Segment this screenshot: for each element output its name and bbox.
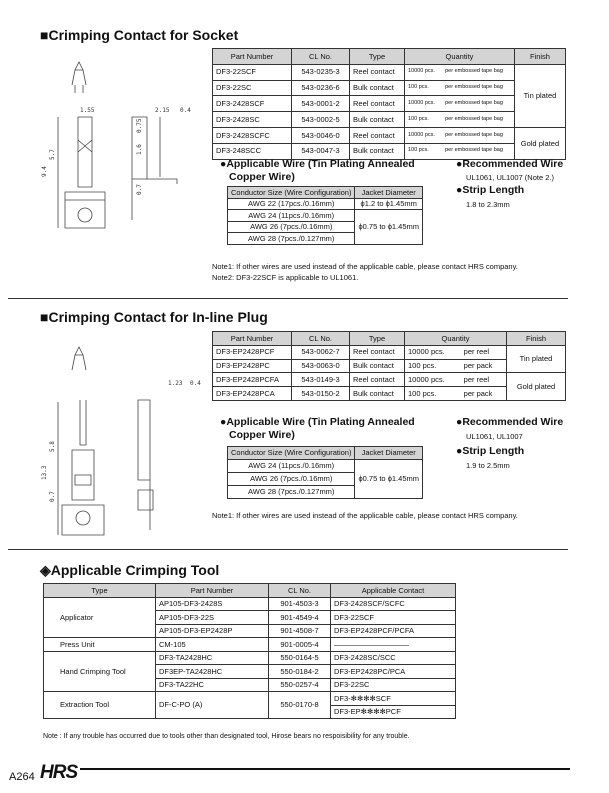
cell: AWG 28 (7pcs./0.127mm) — [228, 233, 355, 245]
cell: AWG 24 (11pcs./0.16mm) — [228, 210, 355, 222]
strip-length-title: ●Strip Length — [456, 184, 525, 196]
cell: DF3-EP✻✻✻✻PCF — [331, 705, 456, 719]
cell: 100 pcs. — [405, 359, 461, 373]
dim-label: 0.75 — [136, 118, 143, 133]
cell: 10000 pcs. — [405, 373, 461, 387]
cell: Reel contact — [350, 64, 405, 80]
cell: AWG 28 (7pcs./0.127mm) — [228, 486, 355, 499]
recommended-wire-value: UL1061, UL1007 — [466, 432, 523, 441]
col-header: Part Number — [213, 332, 292, 346]
cell: DF3EP-TA2428HC — [156, 665, 269, 679]
strip-length-title: ●Strip Length — [456, 445, 525, 457]
cell: DF3-2428SC/SCC — [331, 651, 456, 665]
cell: 10000 pcs. — [405, 96, 443, 112]
cell: 901-4508-7 — [269, 624, 331, 638]
cell: CM-105 — [156, 638, 269, 652]
col-header: Type — [44, 584, 156, 598]
note: Note1: If other wires are used instead of the applicable cable, please contact HRS company. — [212, 511, 518, 520]
cell: DF3-22SC — [213, 80, 292, 96]
recommended-wire-title: ●Recommended Wire — [456, 158, 564, 170]
cell: AWG 22 (17pcs./0.16mm) — [228, 198, 355, 210]
col-header: Applicable Contact — [331, 584, 456, 598]
cell: DF3-TA22HC — [156, 678, 269, 692]
cell: Reel contact — [350, 373, 405, 387]
note: Note2: DF3-22SCF is applicable to UL1061. — [212, 273, 359, 282]
cell: per reel — [461, 373, 507, 387]
cell: per embossed tape bag — [442, 127, 514, 143]
cell: 543-0063-0 — [292, 359, 350, 373]
cell: DF3-2428SCF — [213, 96, 292, 112]
col-header: Type — [350, 332, 405, 346]
cell: 901-0005-4 — [269, 638, 331, 652]
cell: Gold plated — [507, 373, 566, 401]
cell: Hand Crimping Tool — [44, 651, 156, 692]
applicable-wire-title: ●Applicable Wire (Tin Plating Annealed Copper Wire) — [220, 416, 415, 441]
cell: DF3-EP2428PC — [213, 359, 292, 373]
cell: 10000 pcs. — [405, 64, 443, 80]
crimping-tool-table — [43, 583, 456, 719]
cell: AWG 26 (7pcs./0.16mm) — [228, 473, 355, 486]
cell: per embossed tape bag — [442, 143, 514, 159]
cell: —————————— — [331, 638, 456, 652]
cell: DF-C-PO (A) — [156, 692, 269, 719]
table-row — [213, 373, 566, 387]
divider — [8, 549, 568, 550]
cell: Applicator — [44, 597, 156, 638]
cell: Gold plated — [514, 127, 565, 159]
cell: DF3-EP2428PC/PCA — [331, 665, 456, 679]
note: Note : If any trouble has occurred due to tools other than designated tool, Hirose bears no respoisibility for any trouble. — [43, 733, 410, 740]
cell: AWG 26 (7pcs./0.16mm) — [228, 221, 355, 233]
cell: Press Unit — [44, 638, 156, 652]
cell: ϕ0.75 to ϕ1.45mm — [355, 210, 423, 245]
col-header: Conductor Size (Wire Configuration) — [228, 447, 355, 460]
hrs-logo: HRS — [40, 762, 78, 783]
cell: DF3-22SCF — [213, 64, 292, 80]
cell: DF3-2428SCFC — [213, 127, 292, 143]
col-header: Finish — [514, 49, 565, 65]
col-header: Jacket Diameter — [355, 187, 423, 199]
cell: 543-0149-3 — [292, 373, 350, 387]
table-row — [213, 80, 566, 96]
cell: DF3-2428SCF/SCFC — [331, 597, 456, 611]
col-header: CL No. — [292, 332, 350, 346]
col-header: Quantity — [405, 332, 507, 346]
section-title-plug: ■Crimping Contact for In-line Plug — [40, 309, 268, 325]
table-row — [213, 143, 566, 159]
cell: 543-0150-2 — [292, 387, 350, 401]
cell: DF3-✻✻✻✻SCF — [331, 692, 456, 706]
cell: Bulk contact — [350, 387, 405, 401]
recommended-wire-title: ●Recommended Wire — [456, 416, 564, 428]
strip-length-value: 1.9 to 2.5mm — [466, 461, 510, 470]
dim-label: 0.7 — [49, 491, 56, 502]
dim-label: 1.55 — [80, 107, 95, 114]
cell: 543-0236-6 — [292, 80, 350, 96]
table-row — [213, 345, 566, 359]
note: Note1: If other wires are used instead of the applicable cable, please contact HRS company. — [212, 262, 518, 271]
col-header: Conductor Size (Wire Configuration) — [228, 187, 355, 199]
cell: 543-0002-5 — [292, 112, 350, 128]
cell: per pack — [461, 359, 507, 373]
cell: 550-0257-4 — [269, 678, 331, 692]
col-header: CL No. — [292, 49, 350, 65]
cell: 543-0062-7 — [292, 345, 350, 359]
cell: 543-0046-0 — [292, 127, 350, 143]
plug-contact-table — [212, 331, 566, 401]
cell: DF3-TA2428HC — [156, 651, 269, 665]
cell: Bulk contact — [350, 359, 405, 373]
cell: DF3-22SCF — [331, 611, 456, 625]
cell: Bulk contact — [350, 80, 405, 96]
dim-label: 5.8 — [49, 441, 56, 452]
cell: Tin plated — [514, 64, 565, 127]
dim-label: 0.7 — [136, 184, 143, 195]
cell: per embossed tape bag — [442, 80, 514, 96]
plug-contact-drawing — [20, 340, 210, 540]
page-number: A264 — [9, 771, 35, 783]
cell: 543-0235-3 — [292, 64, 350, 80]
dim-label: 0.4 — [190, 380, 201, 387]
table-row — [213, 64, 566, 80]
recommended-wire-value: UL1061, UL1007 (Note 2.) — [466, 173, 554, 182]
cell: 100 pcs. — [405, 387, 461, 401]
applicable-wire-title: ●Applicable Wire (Tin Plating Annealed Copper Wire) — [220, 158, 415, 183]
cell: 550-0184-2 — [269, 665, 331, 679]
cell: Reel contact — [350, 345, 405, 359]
col-header: CL No. — [269, 584, 331, 598]
strip-length-value: 1.8 to 2.3mm — [466, 200, 510, 209]
col-header: Quantity — [405, 49, 515, 65]
wire-table — [227, 446, 423, 499]
cell: 100 pcs. — [405, 112, 443, 128]
cell: ϕ1.2 to ϕ1.45mm — [355, 198, 423, 210]
cell: 10000 pcs. — [405, 345, 461, 359]
dim-label: 13.3 — [41, 465, 48, 480]
cell: 543-0001-2 — [292, 96, 350, 112]
cell: DF3-22SC — [331, 678, 456, 692]
cell: Bulk contact — [350, 143, 405, 159]
cell: Reel contact — [350, 96, 405, 112]
col-header: Type — [350, 49, 405, 65]
dim-label: 9.4 — [41, 166, 48, 177]
cell: DF3-2428SC — [213, 112, 292, 128]
cell: AWG 24 (11pcs./0.16mm) — [228, 460, 355, 473]
cell: Bulk contact — [350, 112, 405, 128]
cell: per embossed tape bag — [442, 64, 514, 80]
cell: 543-0047-3 — [292, 143, 350, 159]
divider — [8, 298, 568, 299]
table-row — [213, 127, 566, 143]
cell: DF3-248SCC — [213, 143, 292, 159]
cell: DF3-EP2428PCA — [213, 387, 292, 401]
cell: 901-4503-3 — [269, 597, 331, 611]
socket-contact-drawing — [20, 55, 210, 255]
col-header: Jacket Diameter — [355, 447, 423, 460]
cell: per reel — [461, 345, 507, 359]
cell: 550-0164-5 — [269, 651, 331, 665]
footer-rule — [80, 768, 570, 770]
cell: 100 pcs. — [405, 143, 443, 159]
cell: AP105-DF3-2428S — [156, 597, 269, 611]
cell: per embossed tape bag — [442, 96, 514, 112]
col-header: Part Number — [213, 49, 292, 65]
cell: per pack — [461, 387, 507, 401]
dim-label: 2.15 — [155, 107, 170, 114]
col-header: Part Number — [156, 584, 269, 598]
cell: 901-4549-4 — [269, 611, 331, 625]
dim-label: 1.23 — [168, 380, 183, 387]
dim-label: 0.4 — [180, 107, 191, 114]
table-row — [213, 96, 566, 112]
cell: DF3-EP2428PCF/PCFA — [331, 624, 456, 638]
cell: 550-0170-8 — [269, 692, 331, 719]
cell: AP105-DF3-22S — [156, 611, 269, 625]
cell: DF3-EP2428PCF — [213, 345, 292, 359]
dim-label: 1.6 — [136, 144, 143, 155]
cell: per embossed tape bag — [442, 112, 514, 128]
cell: Tin plated — [507, 345, 566, 373]
dim-label: 5.7 — [49, 149, 56, 160]
cell: ϕ0.75 to ϕ1.45mm — [355, 460, 423, 499]
socket-contact-table — [212, 48, 566, 160]
section-title-crimping-tool: ◈Applicable Crimping Tool — [40, 562, 220, 578]
cell: DF3-EP2428PCFA — [213, 373, 292, 387]
cell: Reel contact — [350, 127, 405, 143]
cell: 10000 pcs. — [405, 127, 443, 143]
col-header: Finish — [507, 332, 566, 346]
cell: Extraction Tool — [44, 692, 156, 719]
cell: AP105-DF3-EP2428P — [156, 624, 269, 638]
wire-table — [227, 186, 423, 245]
cell: 100 pcs. — [405, 80, 443, 96]
section-title-socket: ■Crimping Contact for Socket — [40, 27, 239, 43]
table-row — [213, 112, 566, 128]
